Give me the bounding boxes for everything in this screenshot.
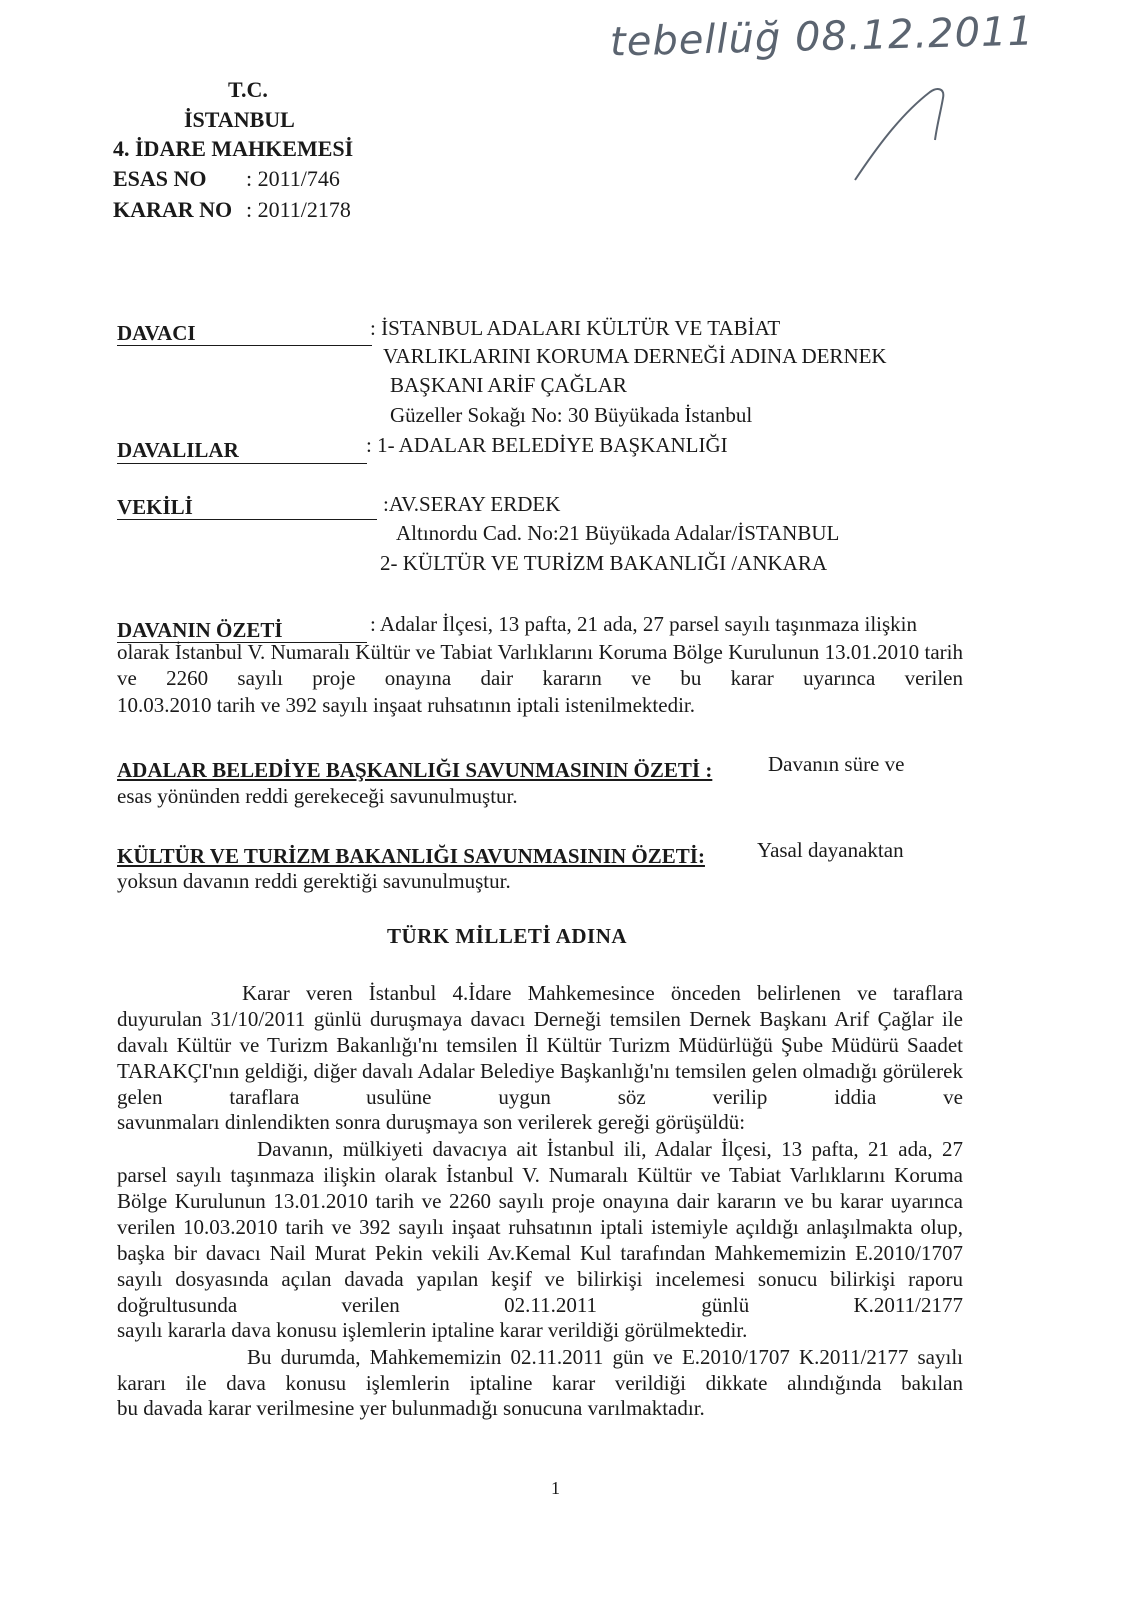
davaci-line-4: Güzeller Sokağı No: 30 Büyükada İstanbul	[390, 403, 753, 427]
page-number: 1	[551, 1478, 560, 1498]
body-paragraph-3-last: bu davada karar verilmesine yer bulunmadığı sonucuna varılmaktadır.	[117, 1396, 705, 1420]
body-paragraph-1: Karar veren İstanbul 4.İdare Mahkemesince önceden belirlenen ve taraflara duyurulan 31/10/2011 günlü duruşmaya davacı Derneği temsilen Dernek Başkanı Arif Çağlar ile davalı Kültür ve Turizm Bakanlığı'nı temsilen İl Kültür Turizm Müdürlüğü Şube Müdürü Saadet TARAKÇI'nın geldiği, diğer davalı Adalar Belediye Başkanlığı'nı temsilen gelen olmadığı görülerek gelen taraflara usulüne uygun söz verilip iddia ve	[117, 981, 963, 1109]
body-paragraph-1-last: savunmaları dinlendikten sonra duruşmaya son verilerek gereği görüşüldü:	[117, 1110, 746, 1134]
summary-body: olarak İstanbul V. Numaralı Kültür ve Tabiat Varlıklarını Koruma Bölge Kurulunun 13.01.2010 tarih ve 2260 sayılı proje onayına dair kararın ve bu karar uyarınca verilen	[117, 640, 963, 690]
davalilar-line: : 1- ADALAR BELEDİYE BAŞKANLIĞI	[366, 433, 728, 457]
defense1-text-1: Davanın süre ve	[768, 752, 905, 776]
body-paragraph-2: Davanın, mülkiyeti davacıya ait İstanbul ili, Adalar İlçesi, 13 pafta, 21 ada, 27 parsel sayılı taşınmaza ilişkin olarak İstanbul V. Numaralı Kültür ve Tabiat Varlıklarını Koruma Bölge Kurulunun 13.01.2010 tarih ve 2260 sayılı proje onayına dair kararın ve bu karar uyarınca verilen 10.03.2010 tarih ve 392 sayılı inşaat ruhsatının iptali istemiyle açıldığı anlaşılmakta olup, başka bir davacı Nail Murat Pekin vekili Av.Kemal Kul tarafından Mahkememizin E.2010/1707 sayılı dosyasında açılan davada yapılan keşif ve bilirkişi incelemesi sonucu bilirkişi raporu doğrultusunda verilen 02.11.2011 günlü K.2011/2177	[117, 1137, 963, 1317]
summary-line-1: : Adalar İlçesi, 13 pafta, 21 ada, 27 parsel sayılı taşınmaza ilişkin	[370, 612, 918, 636]
davaci-line-2: VARLIKLARINI KORUMA DERNEĞİ ADINA DERNEK	[383, 344, 887, 368]
davaci-line-3: BAŞKANI ARİF ÇAĞLAR	[390, 373, 627, 397]
vekili-line-3: 2- KÜLTÜR VE TURİZM BAKANLIĞI /ANKARA	[380, 551, 828, 575]
defense2-text-1: Yasal dayanaktan	[757, 838, 904, 862]
header-court: 4. İDARE MAHKEMESİ	[113, 136, 354, 161]
davaci-underline	[117, 345, 372, 346]
davalilar-label: DAVALILAR	[117, 438, 239, 462]
davalilar-underline	[117, 463, 367, 464]
header-city: İSTANBUL	[184, 107, 295, 132]
davaci-line-1: : İSTANBUL ADALARI KÜLTÜR VE TABİAT	[370, 316, 781, 340]
esas-label: ESAS NO	[113, 166, 207, 191]
verdict-title: TÜRK MİLLETİ ADINA	[387, 924, 628, 948]
body-paragraph-2-last: sayılı kararla dava konusu işlemlerin iptaline karar verildiği görülmektedir.	[117, 1318, 748, 1342]
signature-mark	[845, 80, 965, 190]
defense1-label: ADALAR BELEDİYE BAŞKANLIĞI SAVUNMASININ ÖZETİ :	[117, 758, 713, 782]
davaci-label: DAVACI	[117, 321, 196, 345]
defense2-label: KÜLTÜR VE TURİZM BAKANLIĞI SAVUNMASININ ÖZETİ:	[117, 844, 705, 868]
esas-value: : 2011/746	[246, 166, 340, 191]
defense2-text-2: yoksun davanın reddi gerektiği savunulmuştur.	[117, 869, 511, 893]
karar-label: KARAR NO	[113, 197, 233, 222]
vekili-line-1: :AV.SERAY ERDEK	[383, 492, 561, 516]
vekili-line-2: Altınordu Cad. No:21 Büyükada Adalar/İSTANBUL	[396, 521, 840, 545]
header-tc: T.C.	[228, 77, 268, 102]
vekili-label: VEKİLİ	[117, 495, 193, 519]
handwritten-note: tebellüğ 08.12.2011	[609, 8, 1035, 66]
body-paragraph-3: Bu durumda, Mahkememizin 02.11.2011 gün ve E.2010/1707 K.2011/2177 sayılı kararı ile dava konusu işlemlerin iptaline karar verildiği dikkate alındığında bakılan	[117, 1345, 963, 1395]
karar-value: : 2011/2178	[246, 197, 351, 222]
summary-last: 10.03.2010 tarih ve 392 sayılı inşaat ruhsatının iptali istenilmektedir.	[117, 693, 695, 717]
summary-label: DAVANIN ÖZETİ	[117, 618, 283, 642]
vekili-underline	[117, 519, 377, 520]
defense1-text-2: esas yönünden reddi gerekeceği savunulmuştur.	[117, 784, 518, 808]
